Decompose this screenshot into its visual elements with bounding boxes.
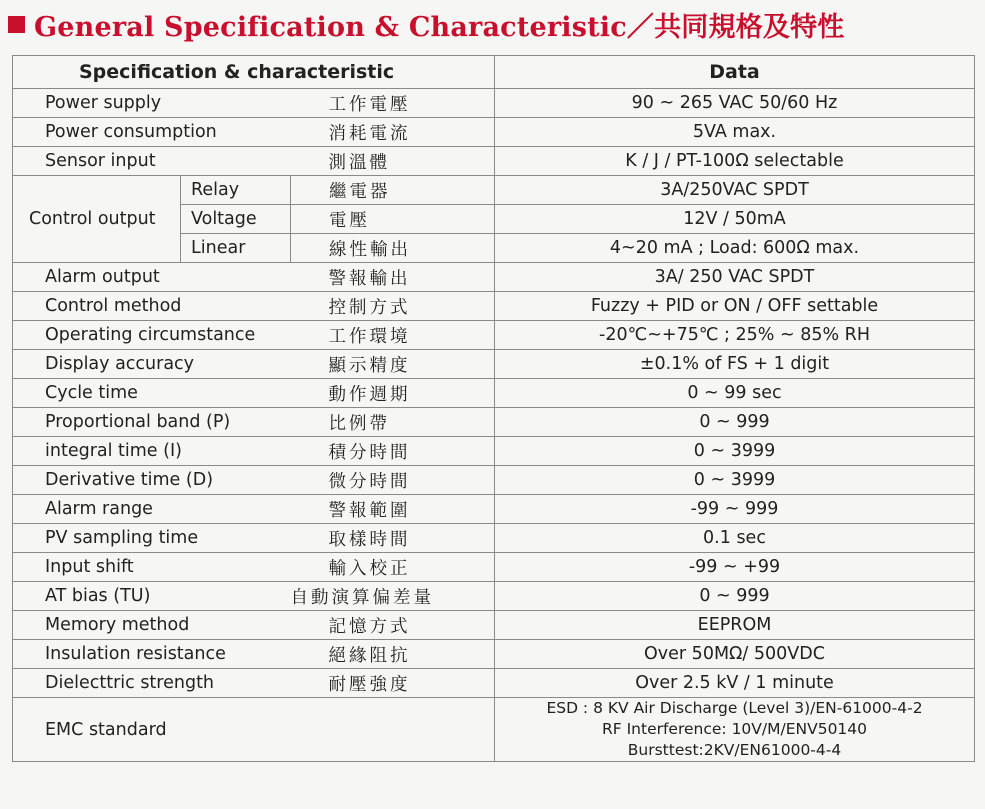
table-row [13, 640, 975, 669]
spec-value: -99 ~ +99 [495, 553, 975, 582]
spec-value: 5VA max. [495, 118, 975, 147]
spec-name: Dielecttric strength [13, 669, 291, 698]
spec-name: Input shift [13, 553, 291, 582]
spec-name: Control method [13, 292, 291, 321]
spec-value: 3A/250VAC SPDT [495, 176, 975, 205]
table-row [13, 147, 975, 176]
spec-value: -20℃~+75℃ ; 25% ~ 85% RH [495, 321, 975, 350]
table-row [13, 408, 975, 437]
spec-value: Over 2.5 kV / 1 minute [495, 669, 975, 698]
table-row [13, 669, 975, 698]
control-output-sub-name-cn: 電壓 [291, 205, 495, 234]
control-output-label: Control output [13, 176, 181, 263]
spec-value: ±0.1% of FS + 1 digit [495, 350, 975, 379]
spec-name: Memory method [13, 611, 291, 640]
control-output-sub-name: Voltage [181, 205, 291, 234]
spec-value: 0.1 sec [495, 524, 975, 553]
emc-line: ESD : 8 KV Air Discharge (Level 3)/EN-61000-4-2 [546, 699, 923, 717]
spec-name: Cycle time [13, 379, 291, 408]
control-output-sub-name: Linear [181, 234, 291, 263]
spec-name: Power supply [13, 89, 291, 118]
spec-value: 4~20 mA ; Load: 600Ω max. [495, 234, 975, 263]
spec-name: Operating circumstance [13, 321, 291, 350]
table-row [13, 89, 975, 118]
spec-name-cn: 警報範圍 [291, 495, 495, 524]
control-output-sub-name-cn: 線性輸出 [291, 234, 495, 263]
spec-name-cn: 耐壓強度 [291, 669, 495, 698]
spec-name-cn: 顯示精度 [291, 350, 495, 379]
spec-value: 0 ~ 999 [495, 408, 975, 437]
control-output-sub-name: Relay [181, 176, 291, 205]
spec-name-cn: 消耗電流 [291, 118, 495, 147]
spec-value: 3A/ 250 VAC SPDT [495, 263, 975, 292]
spec-table [12, 55, 975, 762]
spec-name: Proportional band (P) [13, 408, 291, 437]
spec-name-cn: 積分時間 [291, 437, 495, 466]
spec-name-cn: 絕緣阻抗 [291, 640, 495, 669]
table-row [13, 582, 975, 611]
table-row [13, 466, 975, 495]
spec-value: 0 ~ 99 sec [495, 379, 975, 408]
spec-name: PV sampling time [13, 524, 291, 553]
table-row [13, 379, 975, 408]
spec-name: Derivative time (D) [13, 466, 291, 495]
spec-name-cn: 測溫體 [291, 147, 495, 176]
emc-line: Bursttest:2KV/EN61000-4-4 [627, 741, 842, 759]
spec-name: AT bias (TU) [13, 582, 291, 611]
spec-value: 12V / 50mA [495, 205, 975, 234]
spec-name-cn: 警報輸出 [291, 263, 495, 292]
spec-value: Fuzzy + PID or ON / OFF settable [495, 292, 975, 321]
table-row [13, 495, 975, 524]
spec-name-cn: 動作週期 [291, 379, 495, 408]
spec-name: integral time (I) [13, 437, 291, 466]
emc-line: RF Interference: 10V/M/ENV50140 [601, 720, 868, 738]
table-row [13, 350, 975, 379]
table-row [13, 321, 975, 350]
spec-value: 90 ~ 265 VAC 50/60 Hz [495, 89, 975, 118]
spec-name: Display accuracy [13, 350, 291, 379]
spec-name: Alarm range [13, 495, 291, 524]
spec-value: 0 ~ 3999 [495, 466, 975, 495]
control-output-sub-name-cn: 繼電器 [291, 176, 495, 205]
table-row [13, 524, 975, 553]
table-row [13, 176, 975, 205]
spec-name-cn: 微分時間 [291, 466, 495, 495]
spec-value: 0 ~ 3999 [495, 437, 975, 466]
emc-label: EMC standard [13, 698, 495, 762]
table-row [13, 553, 975, 582]
spec-name: Power consumption [13, 118, 291, 147]
emc-value [495, 698, 975, 762]
table-header-row [13, 56, 975, 89]
table-row-emc [13, 698, 975, 762]
header-spec: Specification & characteristic [13, 56, 495, 89]
spec-name: Alarm output [13, 263, 291, 292]
title-square-bullet-icon [8, 16, 25, 33]
header-data: Data [495, 56, 975, 89]
table-row [13, 437, 975, 466]
table-row [13, 263, 975, 292]
spec-value: K / J / PT-100Ω selectable [495, 147, 975, 176]
spec-name-cn: 比例帶 [291, 408, 495, 437]
spec-value: -99 ~ 999 [495, 495, 975, 524]
spec-name-cn: 工作電壓 [291, 89, 495, 118]
spec-value: 0 ~ 999 [495, 582, 975, 611]
table-row [13, 611, 975, 640]
spec-name-cn: 取樣時間 [291, 524, 495, 553]
page-title-text: General Specification & Characteristic／共同規格及特性 [34, 11, 845, 43]
page-title [8, 2, 845, 46]
spec-name: Sensor input [13, 147, 291, 176]
spec-name-cn: 輸入校正 [291, 553, 495, 582]
spec-value: Over 50MΩ/ 500VDC [495, 640, 975, 669]
spec-name-cn: 自動演算偏差量 [291, 582, 495, 611]
table-row [13, 118, 975, 147]
spec-name-cn: 控制方式 [291, 292, 495, 321]
spec-name: Insulation resistance [13, 640, 291, 669]
spec-value: EEPROM [495, 611, 975, 640]
spec-name-cn: 記憶方式 [291, 611, 495, 640]
table-row [13, 292, 975, 321]
spec-name-cn: 工作環境 [291, 321, 495, 350]
